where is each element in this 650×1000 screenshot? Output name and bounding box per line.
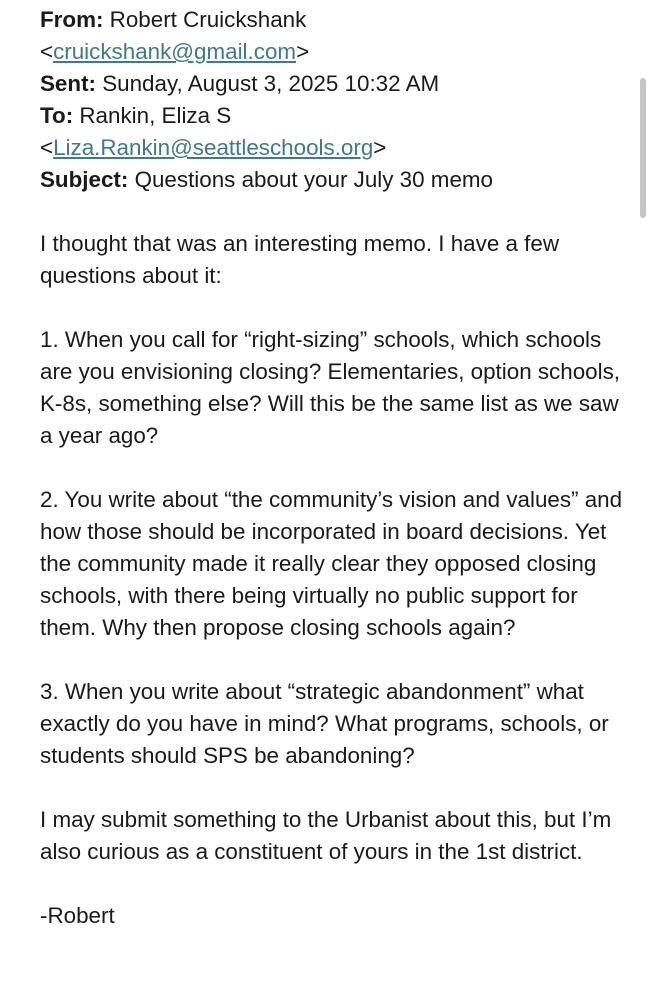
sent-value: Sunday, August 3, 2025 10:32 AM	[102, 71, 440, 96]
angle-open: <	[40, 39, 54, 64]
email-body	[40, 228, 625, 932]
angle-open: <	[40, 135, 54, 160]
from-email-line	[40, 36, 625, 68]
scrollbar-thumb[interactable]	[640, 78, 646, 218]
to-name: Rankin, Eliza S	[79, 103, 232, 128]
angle-close: >	[296, 39, 310, 64]
sent-label: Sent:	[40, 71, 96, 96]
email-message	[40, 4, 625, 932]
body-paragraph-question-2: 2. You write about “the community’s vision and values” and how those should be incorporated in board decisions. Yet the community made it really clear they opposed closing schools, with there being virtually no public support for them. Why then propose closing schools again?	[40, 487, 623, 640]
to-label: To:	[40, 103, 74, 128]
from-name: Robert Cruickshank	[109, 7, 307, 32]
body-paragraph-question-1: 1. When you call for “right-sizing” schools, which schools are you envisioning closing? Elementaries, option schools, K-8s, something else? Will this be the same list as we saw a year ago?	[40, 327, 621, 448]
email-header	[40, 4, 625, 196]
subject-label: Subject:	[40, 167, 129, 192]
body-paragraph-intro: I thought that was an interesting memo. I have a few questions about it:	[40, 231, 560, 288]
from-label: From:	[40, 7, 104, 32]
to-line	[40, 100, 625, 132]
from-line	[40, 4, 625, 36]
from-email-link[interactable]: cruickshank@gmail.com	[53, 39, 297, 64]
sent-line	[40, 68, 625, 100]
signature: -Robert	[40, 903, 115, 928]
to-email-link[interactable]: Liza.Rankin@seattleschools.org	[53, 135, 374, 160]
subject-line	[40, 164, 625, 196]
body-paragraph-question-3: 3. When you write about “strategic abandonment” what exactly do you have in mind? What programs, schools, or students should SPS be abandoning?	[40, 679, 609, 768]
angle-close: >	[373, 135, 387, 160]
body-paragraph-closing: I may submit something to the Urbanist about this, but I’m also curious as a constituent of yours in the 1st district.	[40, 807, 612, 864]
subject-value: Questions about your July 30 memo	[134, 167, 493, 192]
to-email-line	[40, 132, 625, 164]
